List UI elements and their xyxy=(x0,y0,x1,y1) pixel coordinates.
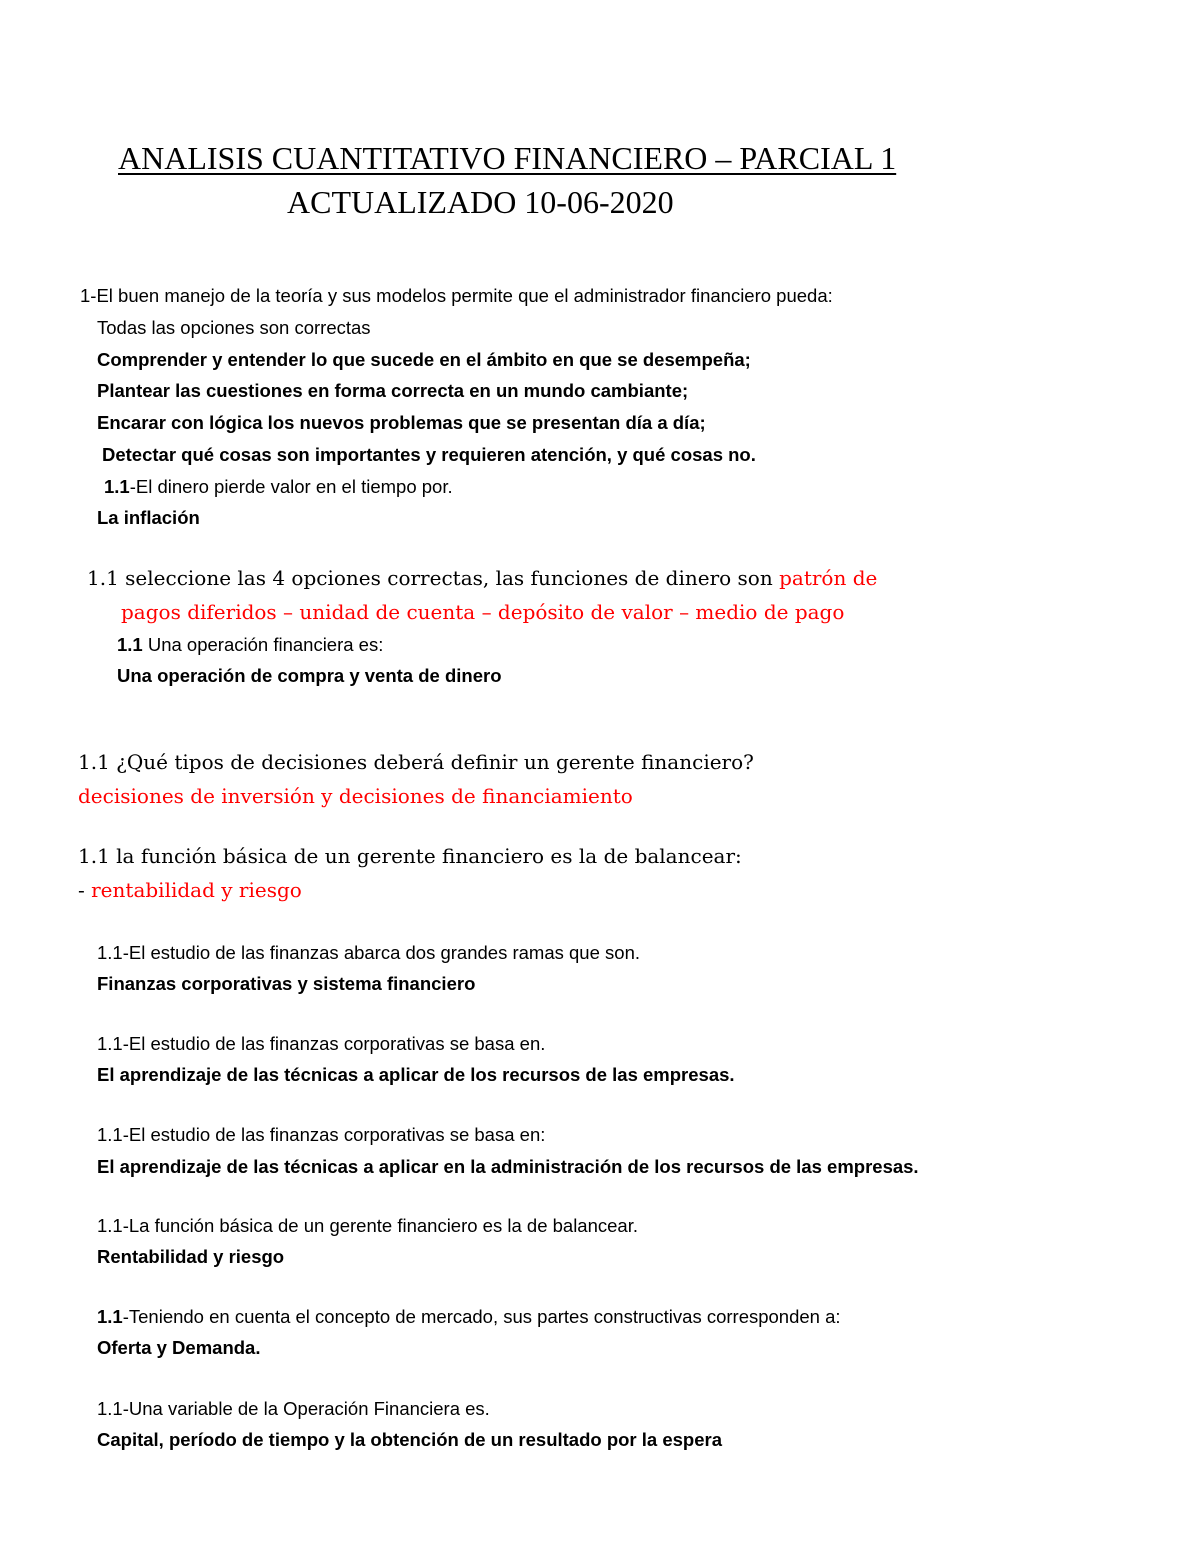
question-4-answer: Una operación de compra y venta de dinero xyxy=(117,665,502,686)
question-4-text: Una operación financiera es: xyxy=(142,634,384,655)
question-6-answer: rentabilidad y riesgo xyxy=(91,878,302,902)
question-2-text: -El dinero pierde valor en el tiempo por. xyxy=(129,476,453,497)
question-3-text: 1.1 seleccione las 4 opciones correctas, las funciones de dinero son xyxy=(87,566,780,590)
question-10-answer: Rentabilidad y riesgo xyxy=(97,1246,285,1267)
question-1-answer-1: Comprender y entender lo que sucede en el ámbito en que se desempeña; xyxy=(97,349,751,370)
document-subtitle-date: ACTUALIZADO 10-06-2020 xyxy=(287,184,674,220)
question-11-answer: Oferta y Demanda. xyxy=(97,1337,261,1358)
document-title: ANALISIS CUANTITATIVO FINANCIERO – PARCIAL 1 xyxy=(118,140,897,176)
question-1-option-all: Todas las opciones son correctas xyxy=(97,317,371,338)
question-10: 1.1-La función básica de un gerente financiero es la de balancear. xyxy=(97,1215,638,1236)
question-5: 1.1 ¿Qué tipos de decisiones deberá definir un gerente financiero? xyxy=(78,750,754,774)
question-4-number: 1.1 xyxy=(117,634,143,655)
question-1-answer-2: Plantear las cuestiones en forma correcta en un mundo cambiante; xyxy=(97,380,689,401)
question-8: 1.1-El estudio de las finanzas corporativas se basa en. xyxy=(97,1033,546,1054)
question-6: 1.1 la función básica de un gerente financiero es la de balancear: xyxy=(78,844,742,868)
question-4 xyxy=(117,636,383,655)
question-12-answer: Capital, período de tiempo y la obtención de un resultado por la espera xyxy=(97,1429,722,1450)
question-9: 1.1-El estudio de las finanzas corporativas se basa en: xyxy=(97,1124,546,1145)
question-3 xyxy=(87,568,877,588)
question-6-answer-line xyxy=(78,880,302,900)
question-2-answer: La inflación xyxy=(97,507,200,528)
question-11-text: -Teniendo en cuenta el concepto de mercado, sus partes constructivas corresponden a: xyxy=(122,1306,841,1327)
question-11-number: 1.1 xyxy=(97,1306,123,1327)
question-2 xyxy=(104,478,453,497)
question-3-answer-part1: patrón de xyxy=(779,566,878,590)
question-6-answer-prefix: - xyxy=(78,878,92,902)
question-7-answer: Finanzas corporativas y sistema financiero xyxy=(97,973,476,994)
question-12: 1.1-Una variable de la Operación Financiera es. xyxy=(97,1398,490,1419)
question-1: 1-El buen manejo de la teoría y sus modelos permite que el administrador financiero pueda: xyxy=(80,285,833,306)
question-5-answer: decisiones de inversión y decisiones de financiamiento xyxy=(78,784,633,808)
question-1-answer-3: Encarar con lógica los nuevos problemas que se presentan día a día; xyxy=(97,412,706,433)
question-11 xyxy=(97,1308,841,1327)
question-1-answer-4: Detectar qué cosas son importantes y requieren atención, y qué cosas no. xyxy=(102,444,756,465)
question-8-answer: El aprendizaje de las técnicas a aplicar de los recursos de las empresas. xyxy=(97,1064,735,1085)
question-9-answer: El aprendizaje de las técnicas a aplicar en la administración de los recursos de las empresas. xyxy=(97,1156,919,1177)
question-7: 1.1-El estudio de las finanzas abarca dos grandes ramas que son. xyxy=(97,942,640,963)
question-2-number: 1.1 xyxy=(104,476,130,497)
question-3-answer-part2: pagos diferidos – unidad de cuenta – depósito de valor – medio de pago xyxy=(121,600,845,624)
